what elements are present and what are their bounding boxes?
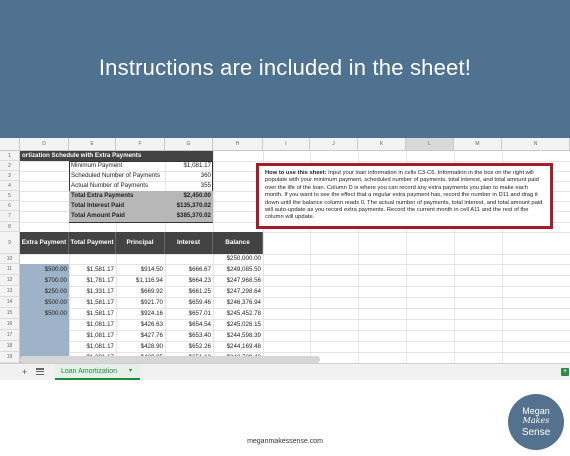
summary-value: $2,450.00: [165, 191, 213, 201]
interest-cell[interactable]: $654.54: [188, 321, 211, 328]
row-number[interactable]: 4: [0, 181, 20, 191]
grid-line: [20, 254, 570, 255]
total-payment-cell[interactable]: $1,081.17: [86, 321, 114, 328]
extra-payment-cell[interactable]: [20, 330, 69, 341]
column-header-m[interactable]: M: [454, 138, 502, 151]
principal-cell[interactable]: $426.63: [140, 321, 163, 328]
row-number[interactable]: 7: [0, 211, 20, 222]
interest-cell[interactable]: $653.40: [188, 332, 211, 339]
principal-cell[interactable]: $427.76: [140, 332, 163, 339]
total-payment-cell[interactable]: $1,581.17: [86, 266, 114, 273]
row-number[interactable]: 13: [0, 286, 20, 297]
total-payment-cell[interactable]: $1,581.17: [86, 299, 114, 306]
row-number[interactable]: 11: [0, 264, 20, 275]
extra-payment-cell[interactable]: $700.00: [44, 277, 67, 284]
start-balance-cell[interactable]: $250,000.00: [226, 255, 261, 262]
banner-text: Instructions are included in the sheet!: [98, 55, 472, 80]
horizontal-scrollbar[interactable]: [20, 356, 320, 363]
chevron-down-icon[interactable]: ▾: [128, 368, 132, 374]
logo-line-2: Makes: [522, 416, 550, 425]
interest-cell[interactable]: $657.01: [188, 310, 211, 317]
column-header-i[interactable]: I: [263, 138, 310, 151]
banner: [0, 0, 570, 138]
principal-cell[interactable]: $921.70: [140, 299, 163, 306]
side-panel-plus-icon[interactable]: +: [562, 368, 568, 375]
row-number[interactable]: 10: [0, 254, 20, 264]
row-number[interactable]: 5: [0, 191, 20, 201]
header-principal: Principal: [116, 232, 165, 254]
summary-label: Minimum Payment: [71, 162, 123, 169]
principal-cell[interactable]: $914.50: [140, 266, 163, 273]
summary-label: Scheduled Number of Payments: [71, 172, 161, 179]
principal-cell[interactable]: $1,116.94: [135, 277, 163, 284]
extra-payment-cell[interactable]: [20, 341, 69, 352]
total-payment-cell[interactable]: $1,781.17: [86, 277, 114, 284]
row-number[interactable]: 2: [0, 161, 20, 171]
balance-cell[interactable]: $245,026.15: [226, 321, 261, 328]
column-header-g[interactable]: G: [165, 138, 213, 151]
row-number[interactable]: 1: [0, 151, 20, 161]
column-header-k[interactable]: K: [358, 138, 406, 151]
interest-cell[interactable]: $661.25: [188, 288, 211, 295]
extra-payment-cell[interactable]: $500.00: [44, 266, 67, 273]
instructions-heading: How to use this sheet:: [265, 170, 327, 176]
principal-cell[interactable]: $924.16: [140, 310, 163, 317]
principal-cell[interactable]: $669.92: [140, 288, 163, 295]
row-number[interactable]: 8: [0, 222, 20, 232]
column-header-e[interactable]: E: [69, 138, 116, 151]
principal-cell[interactable]: $428.90: [140, 343, 163, 350]
column-header-n[interactable]: N: [502, 138, 570, 151]
interest-cell[interactable]: $652.26: [188, 343, 211, 350]
total-payment-cell[interactable]: $1,581.17: [86, 310, 114, 317]
column-header-j[interactable]: J: [310, 138, 358, 151]
add-sheet-button[interactable]: +: [22, 367, 28, 377]
summary-label: Total Amount Paid: [69, 211, 165, 222]
column-header-f[interactable]: F: [116, 138, 165, 151]
interest-cell[interactable]: $664.23: [188, 277, 211, 284]
total-payment-cell[interactable]: $1,081.17: [86, 343, 114, 350]
sheet-tab-loan-amortization[interactable]: [55, 364, 140, 380]
row-number[interactable]: 16: [0, 319, 20, 330]
instructions-body: Input your loan information in cells C3-C6. Information in the box on the right will populate with your minimum payment, scheduled number of payments, total interest, and total amount paid over the life of the loan. Column D is where you can record any extra payments you plan to make each month. If you want to see the effect that a regular extra payment has, record the number in D11 and drag it down until the balance column reads 0. The actual number of payments, total interest, and total amount paid will auto-update as you record extra payments. Record the current month in cell A11 and the rest of the column will update.: [265, 170, 543, 221]
header-balance: Balance: [213, 232, 263, 254]
summary-value: $385,370.02: [165, 211, 213, 222]
sheet-tab-bar: [0, 363, 570, 380]
summary-value: 355: [200, 182, 211, 189]
summary-value: 360: [200, 172, 211, 179]
header-total-payment: Total Payment: [69, 232, 116, 254]
spreadsheet-grid[interactable]: [0, 138, 570, 380]
footer-url: meganmakessense.com: [247, 438, 323, 445]
row-number[interactable]: 3: [0, 171, 20, 181]
extra-payment-cell[interactable]: $500.00: [44, 310, 67, 317]
row-number[interactable]: 17: [0, 330, 20, 341]
balance-cell[interactable]: $247,298.64: [226, 288, 261, 295]
total-payment-cell[interactable]: $1,331.17: [86, 288, 114, 295]
instructions-note: [256, 163, 553, 229]
summary-value: $1,081.17: [183, 162, 211, 169]
balance-cell[interactable]: $247,968.56: [226, 277, 261, 284]
interest-cell[interactable]: $666.67: [188, 266, 211, 273]
balance-cell[interactable]: $245,452.78: [226, 310, 261, 317]
row-number[interactable]: 15: [0, 308, 20, 319]
row-number[interactable]: 6: [0, 201, 20, 211]
summary-label: Total Extra Payments: [69, 191, 165, 201]
row-number[interactable]: 14: [0, 297, 20, 308]
column-header-d[interactable]: D: [20, 138, 69, 151]
header-extra-payment: Extra Payment: [20, 232, 69, 254]
row-number[interactable]: 19: [0, 352, 20, 363]
balance-cell[interactable]: $246,376.94: [226, 299, 261, 306]
balance-cell[interactable]: $244,169.48: [226, 343, 261, 350]
summary-value: $135,370.02: [165, 201, 213, 211]
corner-cell[interactable]: [0, 138, 20, 151]
balance-cell[interactable]: $244,598.39: [226, 332, 261, 339]
all-sheets-icon[interactable]: [36, 368, 44, 375]
column-header-l[interactable]: L: [406, 138, 454, 151]
extra-payment-cell[interactable]: $250.00: [44, 288, 67, 295]
header-interest: Interest: [165, 232, 213, 254]
brand-logo: [508, 394, 564, 450]
row-number[interactable]: 9: [0, 232, 20, 254]
row-number[interactable]: 18: [0, 341, 20, 352]
schedule-title: ortization Schedule with Extra Payments: [20, 151, 213, 161]
column-header-h[interactable]: H: [213, 138, 263, 151]
interest-cell[interactable]: $659.46: [188, 299, 211, 306]
logo-line-3: Sense: [521, 427, 551, 438]
logo-line-1: Megan: [522, 406, 550, 416]
row-number[interactable]: 12: [0, 275, 20, 286]
balance-cell[interactable]: $249,085.50: [226, 266, 261, 273]
extra-payment-cell[interactable]: [20, 319, 69, 330]
sheet-tab-label: Loan Amortization: [61, 368, 118, 375]
extra-payment-cell[interactable]: $500.00: [44, 299, 67, 306]
summary-label: Actual Number of Payments: [71, 182, 149, 189]
summary-label: Total Interest Paid: [69, 201, 165, 211]
total-payment-cell[interactable]: $1,081.17: [86, 332, 114, 339]
